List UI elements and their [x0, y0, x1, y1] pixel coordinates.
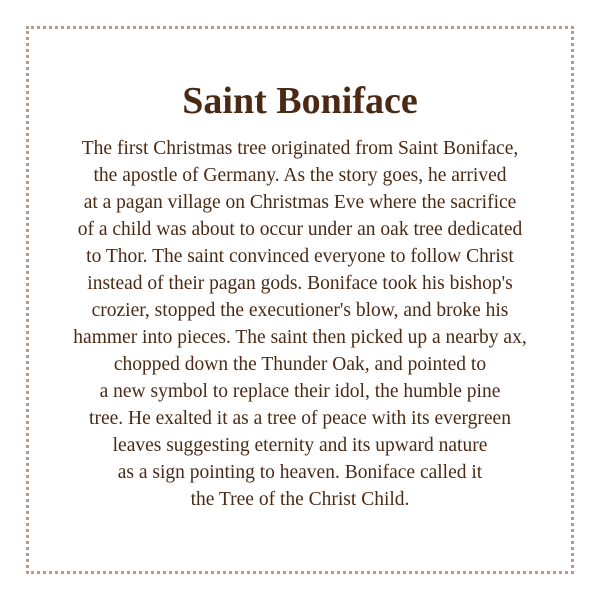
- story-line: chopped down the Thunder Oak, and pointed to: [113, 354, 487, 375]
- story-line: the apostle of Germany. As the story goes, he arrived: [93, 165, 507, 186]
- story-line: crozier, stopped the executioner's blow, and broke his: [91, 300, 509, 321]
- card-content: [29, 29, 571, 571]
- story-line: of a child was about to occur under an oak tree dedicated: [77, 219, 523, 240]
- story-text: [37, 135, 563, 513]
- story-line: tree. He exalted it as a tree of peace with its evergreen: [89, 408, 511, 429]
- story-card: [26, 26, 574, 574]
- story-line: instead of their pagan gods. Boniface took his bishop's: [87, 273, 513, 294]
- story-line: hammer into pieces. The saint then picked up a nearby ax,: [73, 327, 527, 348]
- story-line: leaves suggesting eternity and its upward nature: [112, 435, 488, 456]
- story-line: a new symbol to replace their idol, the humble pine: [99, 381, 501, 402]
- story-line: The first Christmas tree originated from Saint Boniface,: [81, 138, 519, 159]
- page-title: Saint Boniface: [182, 80, 418, 122]
- story-line: the Tree of the Christ Child.: [190, 489, 410, 510]
- story-line: as a sign pointing to heaven. Boniface called it: [117, 462, 483, 483]
- story-line: to Thor. The saint convinced everyone to follow Christ: [86, 246, 514, 267]
- story-line: at a pagan village on Christmas Eve where the sacrifice: [83, 192, 517, 213]
